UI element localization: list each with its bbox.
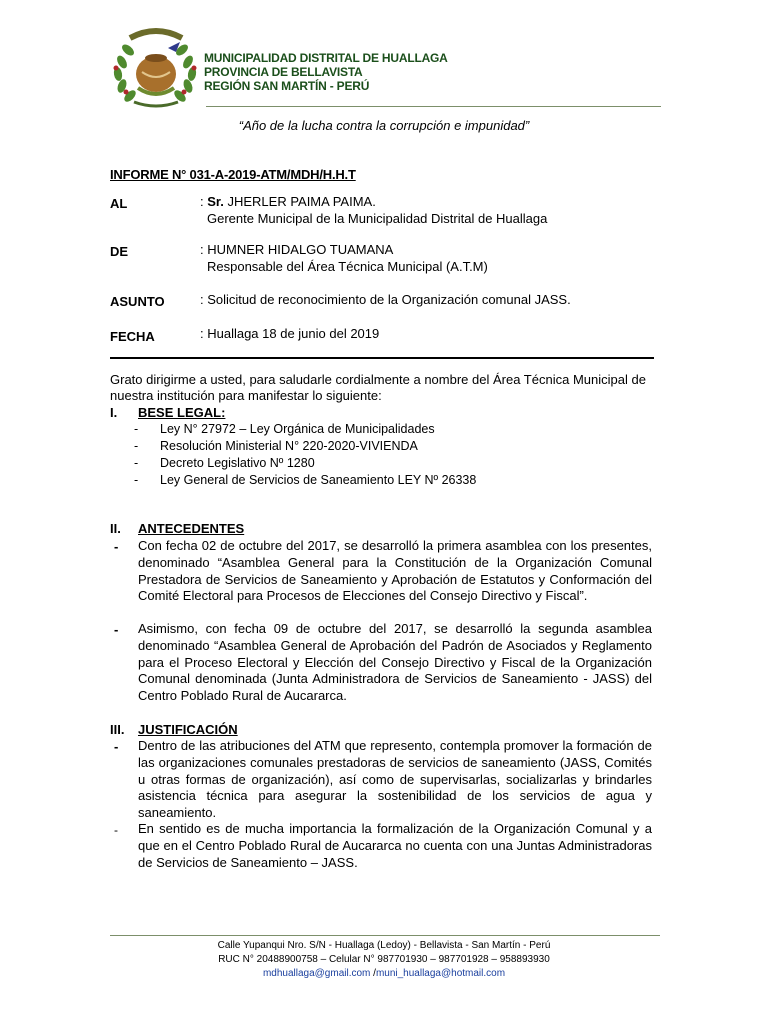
item-text: Decreto Legislativo Nº 1280 [160,456,315,470]
section-1-title: BESE LEGAL: [138,405,226,420]
item-text: Ley N° 27972 – Ley Orgánica de Municipalidades [160,422,435,436]
footer-email-separator: / [370,968,376,979]
asunto-label: ASUNTO [110,294,165,309]
header-region: REGIÓN SAN MARTÍN - PERÚ [204,79,370,93]
justification-paragraph-1: Dentro de las atribuciones del ATM que represento, contempla promover la formación de las organizaciones comunales prestadoras de servicios de saneamiento (JASS, Comités u otras formas de organización), así como de supervisarlas, socializarlas y brindarles asistencia técnica para asegurar la sostenibilidad de los servicios de agua y saneamiento. [138,738,652,821]
footer-emails [0,967,768,981]
item-text: Ley General de Servicios de Saneamiento LEY Nº 26338 [160,473,477,487]
footer-ruc-phones: RUC N° 20488900758 – Celular N° 987701930 – 987701928 – 958893930 [218,954,550,965]
legal-basis-item [134,473,476,487]
antecedent-paragraph-1: Con fecha 02 de octubre del 2017, se desarrolló la primera asamblea con los presentes, denominado “Asamblea General para la Constitución de la Organización Comunal Prestadora de Servicios de Saneamiento y Aprobación de Estatutos y Conformación del Comité Electoral para Procesos de Elecciones del Consejo Directivo y Fiscal”. [138,538,652,604]
al-role: Gerente Municipal de la Municipalidad Distrital de Huallaga [207,211,548,226]
fecha-label: FECHA [110,329,155,344]
section-1-number: I. [110,405,118,420]
header-province: PROVINCIA DE BELLAVISTA [204,65,363,79]
header-municipality-name: MUNICIPALIDAD DISTRITAL DE HUALLAGA [204,51,448,65]
section-3-heading [110,722,238,737]
al-label: AL [110,196,128,211]
asunto-value: : Solicitud de reconocimiento de la Organización comunal JASS. [200,292,571,307]
antecedent-paragraph-2: Asimismo, con fecha 09 de octubre del 2017, se desarrolló la segunda asamblea denominado “Asamblea General de Aprobación del Padrón de Asociados y Reglamento para el Proceso Electoral y Elección del Consejo Directivo y Fiscal de la Organización Comunal denominada (Junta Administradora de Servicios de Saneamiento - JASS) del Centro Poblado Rural de Aucararca. [138,621,652,704]
bullet-dash: - [114,823,118,837]
justification-paragraph-2: En sentido es de mucha importancia la formalización de la Organización Comunal y a que en el Centro Poblado Rural de Aucararca no cuenta con una Juntas Administradoras de Servicios de Saneamiento – JASS. [138,821,652,870]
footer-address: Calle Yupanqui Nro. S/N - Huallaga (Ledoy) - Bellavista - San Martín - Perú [217,940,551,951]
de-role: Responsable del Área Técnica Municipal (A.T.M) [207,259,488,274]
legal-basis-item [134,422,435,436]
item-dash: - [134,473,139,487]
memo-divider [110,357,654,359]
bullet-dash: - [114,739,119,754]
de-name: : HUMNER HIDALGO TUAMANA [200,242,394,257]
al-recipient [200,194,376,210]
item-dash: - [134,439,139,453]
section-2-title: ANTECEDENTES [138,521,245,536]
footer-email-gmail[interactable]: mdhuallaga@gmail.com [262,968,371,979]
legal-basis-item [134,456,315,470]
section-1-heading [110,405,225,420]
section-2-number: II. [110,521,121,536]
al-sr: Sr. [207,194,224,209]
intro-paragraph: Grato dirigirme a usted, para saludarle cordialmente a nombre del Área Técnica Municipal de nuestra institución para manifestar lo siguiente: [110,372,646,403]
informe-title: INFORME N° 031-A-2019-ATM/MDH/H.H.T [110,167,356,182]
fecha-value: : Huallaga 18 de junio del 2019 [200,326,380,341]
section-2-heading [110,521,244,536]
footer-divider [110,935,660,936]
section-3-title: JUSTIFICACIÓN [138,722,238,737]
legal-basis-item [134,439,418,453]
de-label: DE [110,244,129,259]
header-divider [206,106,661,107]
section-3-number: III. [110,722,125,737]
footer-email-hotmail[interactable]: muni_huallaga@hotmail.com [375,968,506,979]
item-text: Resolución Ministerial N° 220-2020-VIVIENDA [160,439,418,453]
bullet-dash: - [114,539,119,554]
item-dash: - [134,422,139,436]
bullet-dash: - [114,622,119,637]
item-dash: - [134,456,139,470]
year-motto: “Año de la lucha contra la corrupción e impunidad” [238,118,530,133]
al-colon: : [200,194,208,209]
municipality-seal-logo [108,22,204,108]
al-name: JHERLER PAIMA PAIMA. [223,194,376,209]
